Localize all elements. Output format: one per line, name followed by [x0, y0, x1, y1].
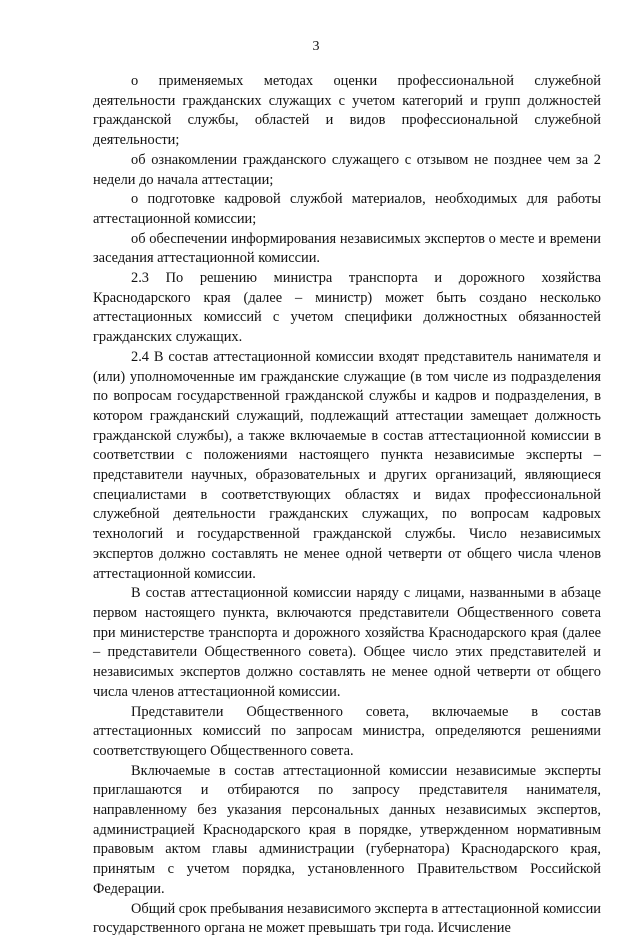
- paragraph-public-council: В состав аттестационной комиссии наряду с лицами, названными в абзаце первом настоящего пункта, включаются представители Общественного совета при министерстве транспорта и дорожного хозяйства Краснодарского края (далее – представители Общественного совета). Общее число этих представителей и независимых экспертов должно составлять не менее одной четверти от общего числа членов аттестационной комиссии.: [93, 585, 601, 700]
- page-number: 3: [312, 39, 320, 54]
- paragraph-methods: о применяемых методах оценки профессиональной служебной деятельности гражданских служащих с учетом категорий и групп должностей гражданской службы, областей и видов профессиональной служебной деятельности;: [93, 73, 601, 149]
- paragraph-familiarization: об ознакомлении гражданского служащего с отзывом не позднее чем за 2 недели до начала аттестации;: [93, 151, 601, 188]
- paragraph-council-representatives: Представители Общественного совета, включаемые в состав аттестационных комиссий по запросам министра, определяются решениями соответствующего Общественного совета.: [93, 703, 601, 759]
- paragraph-independent-experts: Включаемые в состав аттестационной комиссии независимые эксперты приглашаются и отбираются по запросу представителя нанимателя, направленному без указания персональных данных независимых экспертов, администрацией Краснодарского края в порядке, утвержденном нормативным правовым актом главы администрации (губернатора) Краснодарского края, принятым с учетом порядка, установленного Правительством Российской Федерации.: [93, 762, 601, 897]
- paragraph-experts-info: об обеспечении информирования независимых экспертов о месте и времени заседания аттестационной комиссии.: [93, 230, 601, 267]
- paragraph-2-3: 2.3 По решению министра транспорта и дорожного хозяйства Краснодарского края (далее – министр) может быть создано несколько аттестационных комиссий с учетом специфики должностных обязанностей гражданских служащих.: [93, 270, 601, 346]
- paragraph-materials: о подготовке кадровой службой материалов, необходимых для работы аттестационной комиссии;: [93, 191, 601, 227]
- paragraph-2-4: 2.4 В состав аттестационной комиссии входят представитель нанимателя и (или) уполномоченные им гражданские служащие (в том числе из подразделения по вопросам государственной гражданской службы и кадров и подразделения, в котором гражданский служащий, подлежащий аттестации замещает должность гражданской службы), а также включаемые в состав аттестационной комиссии в соответствии с положениями настоящего пункта независимые эксперты – представители научных, образовательных и других организаций, являющиеся специалистами в соответствующих областях и видах профессиональной служебной деятельности гражданских служащих, по вопросам кадровых технологий и государственной гражданской службы. Число независимых экспертов должно составлять не менее одной четверти от общего числа членов аттестационной комиссии.: [93, 348, 601, 582]
- paragraph-term: Общий срок пребывания независимого эксперта в аттестационной комиссии государственного органа не может превышать три года. Исчисление: [93, 900, 601, 937]
- document-body: [93, 72, 601, 939]
